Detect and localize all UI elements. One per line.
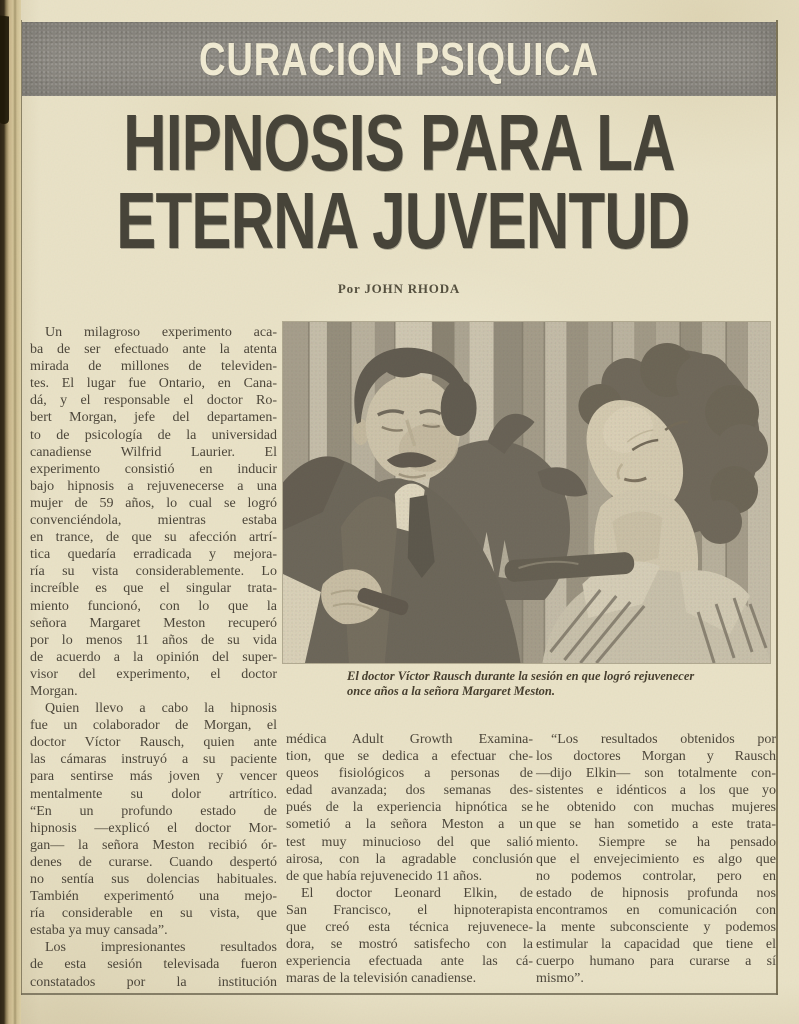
text-line: San Francisco, el hipnoterapista bbox=[286, 902, 533, 918]
text-line: ba de ser efectuado ante la atenta bbox=[30, 342, 277, 358]
text-line: que el envejecimiento es algo que bbox=[536, 851, 776, 867]
page-rule-bottom bbox=[21, 993, 778, 995]
text-line: por lo menos 11 años de su vida bbox=[30, 632, 277, 648]
text-line: médica Adult Growth Examina- bbox=[286, 732, 533, 747]
text-line: fue un colaborador de Morgan, el bbox=[30, 718, 277, 734]
text-line: mentalmente su dolor artrítico. bbox=[30, 786, 277, 802]
section-kicker: CURACION PSIQUICA bbox=[198, 33, 600, 85]
text-line: he obtenido con muchas mujeres bbox=[536, 800, 776, 816]
text-line: edad avanzada; dos semanas des- bbox=[286, 783, 533, 799]
text-line: denes de curarse. Cuando despertó bbox=[30, 854, 277, 870]
text-line: mujer de 59 años, lo cual se logró bbox=[30, 495, 277, 511]
text-line: sistentes e idénticos a los que yo bbox=[536, 783, 776, 799]
text-line: Quien llevo a cabo la hipnosis bbox=[45, 701, 277, 717]
article-column-middle bbox=[286, 731, 533, 987]
spine-shadow-mark bbox=[0, 15, 9, 124]
text-line: encontramos en comunicación con bbox=[536, 902, 776, 918]
text-line: tion, que se dedica a efectuar che- bbox=[286, 749, 533, 765]
text-line: en trance, de que su afección artrí- bbox=[30, 530, 277, 546]
text-line: estado de hipnosis profunda nos bbox=[536, 885, 776, 901]
book-spine-edge bbox=[0, 0, 21, 1024]
text-line: bajo hipnosis a rejuvenecerse a una bbox=[30, 478, 277, 494]
text-line: increíble es que el singular trata- bbox=[30, 581, 277, 597]
text-line: doctor Víctor Rausch, quien ante bbox=[30, 735, 277, 751]
text-line: convenciéndola, mientras estaba bbox=[30, 513, 277, 529]
text-line: visor del experimento, el doctor bbox=[30, 666, 277, 682]
text-line: que se han sometido a este trata- bbox=[536, 817, 776, 833]
text-line: También experimentó una mejo- bbox=[30, 889, 277, 905]
text-line: la mente subconsciente y podemos bbox=[536, 920, 776, 936]
text-line: “Los resultados obtenidos por bbox=[551, 732, 776, 747]
text-line: El doctor Leonard Elkin, de bbox=[301, 885, 533, 901]
text-line: Morgan. bbox=[30, 683, 78, 699]
text-line: dá, y el responsable el doctor Ro- bbox=[30, 393, 277, 409]
text-line: no sentía sus dolencias habituales. bbox=[30, 872, 277, 887]
headline-line-1: HIPNOSIS PARA LA bbox=[123, 98, 675, 187]
text-line: hipnosis —explicó el doctor Mor- bbox=[30, 820, 277, 836]
text-line: para sentirse más joven y vencer bbox=[30, 769, 277, 785]
text-line: ría su vista considerablemente. Lo bbox=[30, 564, 277, 580]
text-line: gan— la señora Meston recibió ór- bbox=[30, 837, 277, 853]
article-photo bbox=[283, 322, 770, 663]
text-line: Un milagroso experimento aca- bbox=[45, 325, 277, 340]
headline-line-2: ETERNA JUVENTUD bbox=[116, 176, 690, 265]
text-line: estimular la capacidad que tiene el bbox=[536, 937, 776, 953]
photo-caption bbox=[347, 669, 717, 698]
text-line: señora Margaret Meston recuperó bbox=[30, 615, 277, 631]
text-line: maras de la televisión canadiense. bbox=[286, 971, 477, 987]
text-line: mismo”. bbox=[536, 971, 584, 987]
text-line: —dijo Elkin— son totalmente con- bbox=[536, 766, 776, 782]
text-line: tes. El lugar fue Ontario, en Cana- bbox=[30, 376, 277, 392]
text-line: to de psicología de la universidad bbox=[30, 427, 277, 443]
text-line: Los impresionantes resultados bbox=[45, 940, 277, 956]
text-line: bert Morgan, jefe del departamen- bbox=[30, 410, 277, 426]
sepia-overlay bbox=[283, 322, 770, 663]
article-byline: Por JOHN RHODA bbox=[337, 281, 461, 296]
text-line: experimento consistió en inducir bbox=[30, 461, 277, 477]
text-line: test muy minucioso del que salió bbox=[286, 834, 533, 850]
photo-caption-line-1: El doctor Víctor Rausch durante la sesión en que logró rejuvenecer bbox=[347, 669, 695, 683]
text-line: “En un profundo estado de bbox=[30, 803, 277, 819]
text-line: no podemos controlar, pero en bbox=[536, 868, 776, 884]
photo-caption-line-2: once años a la señora Margaret Meston. bbox=[347, 683, 556, 698]
text-line: canadiense Wilfrid Laurier. El bbox=[30, 444, 277, 460]
article-column-left bbox=[30, 324, 277, 991]
text-line: los doctores Morgan y Rausch bbox=[536, 749, 776, 765]
page-border-right bbox=[776, 20, 778, 995]
text-line: constatados por la institución bbox=[30, 974, 277, 990]
text-line: dora, se mostró satisfecho con la bbox=[286, 937, 533, 953]
text-line: pués de la experiencia hipnótica se bbox=[286, 800, 533, 816]
text-line: de acuerdo a la opinión del super- bbox=[30, 649, 277, 665]
photo-illustration bbox=[283, 322, 770, 663]
section-banner bbox=[22, 22, 776, 96]
text-line: ría considerable en su vista, que bbox=[30, 906, 277, 922]
text-line: sometió a la señora Meston a un bbox=[286, 817, 533, 833]
article-column-right bbox=[536, 731, 776, 987]
text-line: airosa, con la agradable conclusión bbox=[286, 851, 533, 867]
text-line: mirada de millones de televiden- bbox=[30, 359, 277, 375]
article-headline bbox=[22, 98, 776, 265]
text-line: de que había rejuvenecido 11 años. bbox=[286, 868, 483, 884]
text-line: estaba ya muy cansada”. bbox=[30, 923, 168, 939]
text-line: que creó esta técnica rejuvenece- bbox=[286, 920, 533, 936]
text-line: cuerpo humano para curarse a sí bbox=[536, 954, 776, 970]
text-line: miento funcionó, con lo que la bbox=[30, 598, 277, 614]
text-line: las cámaras instruyó a su paciente bbox=[30, 752, 277, 768]
text-line: experiencia efectuada ante las cá- bbox=[286, 954, 533, 970]
text-line: queos fisiológicos a personas de bbox=[286, 766, 533, 782]
text-line: miento. Siempre se ha pensado bbox=[536, 834, 776, 850]
text-line: tica quedaría erradicada y mejora- bbox=[30, 547, 277, 563]
text-line: de esta sesión televisada fueron bbox=[30, 957, 277, 973]
